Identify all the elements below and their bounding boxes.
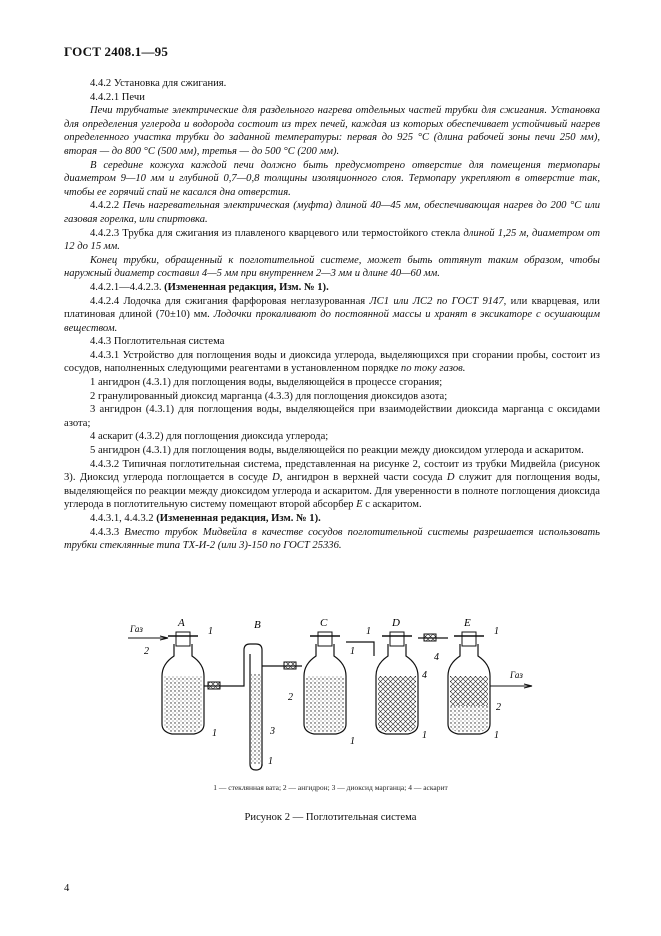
body-text — [64, 77, 600, 553]
text-run: 4.4.2.1 Печи — [90, 91, 145, 103]
num-2-e: 2 — [496, 702, 501, 713]
text-run: D — [272, 472, 280, 484]
num-1-a-top: 1 — [208, 626, 213, 637]
num-1-c-bottom: 1 — [350, 736, 355, 747]
label-e: E — [464, 617, 471, 629]
text-run: В середине кожуха каждой печи должно быть предусмотрено отверстие для помещения термопары диаметром 9—10 мм и глубиной 0,7—0,8 толщины изоляционного слоя. Термопару укрепляют в отверстие так, чтобы ее горячий спай не касался дна отверстия. — [64, 159, 600, 198]
text-run: Конец трубки, обращенный к поглотительной системе, может быть оттянут таким образом, чтобы наружный диаметр составил 4—5 мм при внутреннем 2—3 мм и длине 40—60 мм. — [64, 254, 600, 280]
num-1-b: 1 — [268, 756, 273, 767]
paragraph — [64, 349, 600, 376]
text-run: D — [446, 472, 455, 484]
gas-out-label: Газ — [510, 670, 523, 680]
num-2-a: 2 — [144, 646, 149, 657]
num-4-e: 4 — [434, 652, 439, 663]
paragraph — [64, 281, 600, 295]
text-run: или кварцевая, или платиновая длиной (70±10) мм. — [64, 295, 600, 321]
vessel-e — [448, 632, 532, 734]
num-1-c-top: 1 — [350, 646, 355, 657]
paragraph — [64, 458, 600, 512]
num-1-d-top: 1 — [366, 626, 371, 637]
paragraph — [64, 159, 600, 200]
text-run: 2 гранулированный диоксид марганца (4.3.3) для поглощения диоксидов азота; — [90, 390, 448, 402]
paragraph — [64, 526, 600, 553]
text-run: 4.4.2.3 Трубка для сжигания из плавленого кварцевого или термостойкого стекла — [90, 227, 464, 239]
vessel-c — [304, 632, 374, 734]
figure-caption: Рисунок 2 — Поглотительная система — [244, 812, 417, 823]
vessel-a — [128, 632, 222, 734]
u-tube-b — [222, 644, 302, 770]
paragraph — [64, 295, 600, 336]
paragraph — [64, 444, 600, 458]
paragraph — [64, 390, 600, 404]
paragraph — [64, 335, 600, 349]
num-1-e-top: 1 — [494, 626, 499, 637]
text-run: (Измененная редакция, Изм. № 1). — [164, 281, 329, 293]
paragraph — [64, 227, 600, 254]
text-run: E — [356, 499, 363, 511]
text-run: 4.4.3.2 Типичная поглотительная система, представленная на рисунке 2, состоит из трубки Мидвейла (рисунок 3). Диоксид углерода поглощается в сосуде — [64, 458, 600, 484]
vessel-d — [376, 632, 448, 734]
paragraph — [64, 430, 600, 444]
text-run: (Измененная редакция, Изм. № 1). — [156, 513, 321, 524]
paragraph — [64, 91, 600, 105]
text-run: 4.4.2.2 — [90, 200, 123, 212]
text-run: 5 ангидрон (4.3.1) для поглощения воды, выделяющейся по реакции между диоксидом углерода и аскаритом. — [90, 445, 584, 457]
text-run: Лодочки прокаливают до постоянной массы и хранят в эксикаторе с осушающим веществом. — [64, 309, 600, 334]
num-4-d: 4 — [422, 670, 427, 681]
text-run: с аскаритом. — [362, 499, 422, 511]
gas-in-label: Газ — [130, 624, 143, 634]
text-run: длиной 1,25 м, диаметром от 12 до 15 мм. — [64, 227, 600, 253]
text-run: ЛС1 или ЛС2 по ГОСТ 9147, — [369, 295, 507, 307]
text-run: 4.4.3.1 Устройство для поглощения воды и диоксида углерода, выделяющихся при сгорании пробы, состоит из сосудов, наполненных следующими реагентами в установленном порядке — [64, 349, 600, 375]
num-1-d-bottom: 1 — [422, 730, 427, 741]
paragraph — [64, 376, 600, 390]
document-header: ГОСТ 2408.1—95 — [64, 44, 169, 59]
text-run: 4.4.2.1—4.4.2.3. — [90, 281, 165, 293]
text-run: Печи трубчатые электрические для раздельного нагрева отдельных частей трубки для сжигания. Установка для определения углерода и водорода состоит из трех печей, каждая из которых обеспечивает устойчивый нагрев определенного участка трубки до заданной температуры: первая до 925 °С (длина рабочей зоны печи 250 мм), вторая — до 800 °С (500 мм), третья — до 500 °С (200 мм). — [64, 105, 600, 157]
label-b: B — [254, 619, 261, 631]
paragraph — [64, 77, 600, 91]
text-run: 4.4.2 Установка для сжигания. — [90, 78, 227, 89]
paragraph — [64, 199, 600, 226]
text-run: 4.4.3.1, 4.4.3.2 — [90, 513, 157, 524]
num-1-e-bottom: 1 — [494, 730, 499, 741]
label-d: D — [392, 617, 400, 629]
text-run: служит для поглощения воды, выделяющейся по реакции между диоксидом углерода и аскаритом. Для уверенности в полноте поглощения диоксида углерода в поглотительную систему помещают второй абсорбер — [64, 472, 600, 511]
num-1-a-bottom: 1 — [212, 728, 217, 739]
paragraph — [64, 104, 600, 158]
text-run: Печь нагревательная электрическая (муфта) длиной 40—45 мм, обеспечивающая нагрев до 200 °С или газовая горелка, или спиртовка. — [64, 200, 601, 225]
text-run: Вместо трубок Мидвейла в качестве сосудов поглотительной системы разрешается использовать трубки стеклянные типа ТХ-И-2 (или 3)-150 по ГОСТ 25336. — [64, 526, 600, 552]
text-run: 4.4.3.3 — [90, 526, 125, 538]
paragraph — [64, 254, 600, 281]
text-run: 4.4.3 Поглотительная система — [90, 336, 225, 348]
paragraph — [64, 403, 600, 430]
num-3-b: 3 — [270, 726, 275, 737]
label-c: C — [320, 617, 328, 629]
num-2-c: 2 — [288, 692, 293, 703]
text-run: по току газов. — [400, 363, 466, 375]
text-run: 4 аскарит (4.3.2) для поглощения диоксида углерода; — [90, 431, 329, 443]
text-run: 3 ангидрон (4.3.1) для поглощения воды, выделяющейся при взаимодействии диоксида марганца с оксидами азота; — [64, 404, 600, 429]
text-run: 4.4.2.4 Лодочка для сжигания фарфоровая неглазурованная — [90, 295, 370, 307]
absorption-system-figure — [118, 614, 558, 782]
figure-legend: 1 — стеклянная вата; 2 — ангидрон; 3 — диоксид марганца; 4 — аскарит — [213, 783, 448, 792]
text-run: , ангидрон в верхней части сосуда — [279, 472, 447, 484]
page-number: 4 — [64, 883, 70, 894]
label-a: A — [178, 617, 185, 629]
paragraph — [64, 512, 600, 526]
text-run: 1 ангидрон (4.3.1) для поглощения воды, выделяющейся в процессе сгорания; — [90, 377, 443, 389]
